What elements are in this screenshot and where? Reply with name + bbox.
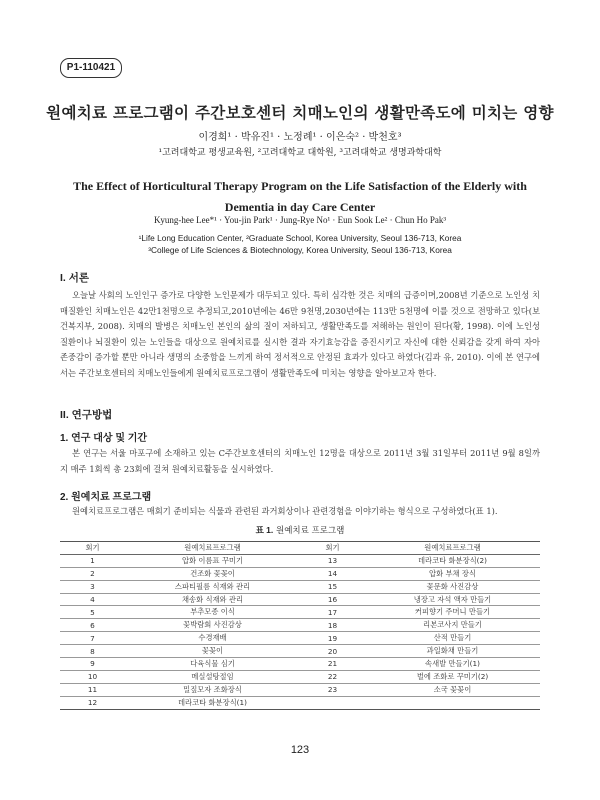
- cell-session-left: 5: [60, 606, 125, 619]
- cell-session-left: 9: [60, 658, 125, 671]
- section-heading-methods: II. 연구방법: [60, 409, 113, 421]
- cell-session-right: 19: [300, 632, 365, 645]
- cell-program-left: 다육식물 심기: [125, 658, 300, 671]
- korean-title: 원예치료 프로그램이 주간보호센터 치매노인의 생활만족도에 미치는 영향: [46, 103, 554, 122]
- cell-session-left: 12: [60, 696, 125, 709]
- table-caption-text: 원예치료 프로그램: [275, 526, 345, 536]
- english-affiliations: [0, 232, 600, 256]
- cell-session-left: 1: [60, 554, 125, 567]
- english-title: [60, 176, 540, 218]
- cell-session-left: 7: [60, 632, 125, 645]
- korean-authors: 이경희¹ · 박유진¹ · 노정례¹ · 이은숙² · 박천호³: [198, 132, 402, 143]
- cell-session-left: 10: [60, 670, 125, 683]
- table-row: [60, 670, 540, 683]
- cell-program-right: 커피향기 주머니 만들기: [365, 606, 540, 619]
- header-session-left: 회기: [60, 542, 125, 555]
- cell-session-left: 3: [60, 580, 125, 593]
- english-title-line-2: Dementia in day Care Center: [224, 200, 376, 214]
- cell-session-left: 8: [60, 645, 125, 658]
- table-caption: [0, 524, 600, 536]
- table-row: [60, 645, 540, 658]
- table-row: [60, 658, 540, 671]
- cell-program-left: 건조화 꽃꽂이: [125, 567, 300, 580]
- cell-program-left: 꽃박람회 사진감상: [125, 619, 300, 632]
- table-row: [60, 696, 540, 709]
- cell-program-right: 산적 만들기: [365, 632, 540, 645]
- table-row: [60, 619, 540, 632]
- table-caption-label: 표 1.: [255, 525, 274, 535]
- english-authors: Kyung-hee Lee*¹ · You-jin Park¹ · Jung-Rye No¹ · Eun Sook Le² · Chun Ho Pak³: [153, 215, 447, 225]
- cell-program-left: 부추모종 이식: [125, 606, 300, 619]
- table-row: [60, 683, 540, 696]
- cell-session-left: 6: [60, 619, 125, 632]
- table-row: [60, 567, 540, 580]
- header-session-right: 회기: [300, 542, 365, 555]
- introduction-paragraph: 오늘날 사회의 노인인구 증가로 다양한 노인문제가 대두되고 있다. 특히 심각한 것은 치매의 급증이며,2008년 기준으로 노인성 치매질환인 치매노인은 42만1천명으로 추정되고,2010년에는 46만 9천명,2030년에는 113만 5천명에 이를 것으로 전망하고 있다(보건복지부, 2008). 치매의 발병은 치매노인 본인의 삶의 질이 저하되고, 생활만족도를 저해하는 원인이 된다(황, 1998). 이에 노인성 질환이나 뇌질환이 있는 노인들을 대상으로 원예치료를 실시한 결과 자기효능감을 증진시키고 자신에 대한 신뢰감을 갖게 하여 자아존중감이 증가할 뿐만 아니라 생명의 소중함을 느끼게 하여 정서적으로 안정된 효과가 있다고 하였다(김과 유, 2010). 이에 본 연구에서는 주간보호센터의 치매노인들에게 원예치료프로그램이 생활만족도에 미치는 영향을 알아보고자 한다.: [60, 290, 540, 378]
- section-heading-introduction: I. 서론: [60, 272, 90, 284]
- english-affiliation-1: ¹Life Long Education Center, ²Graduate School, Korea University, Seoul 136-713, Korea: [138, 233, 462, 243]
- korean-affiliations: ¹고려대학교 평생교육원, ²고려대학교 대학원, ³고려대학교 생명과학대학: [158, 148, 442, 158]
- header-program-right: 원예치료프로그램: [365, 542, 540, 555]
- cell-program-left: 밀짚모자 조화장식: [125, 683, 300, 696]
- cell-program-left: 꽃꽂이: [125, 645, 300, 658]
- cell-session-left: 2: [60, 567, 125, 580]
- table-row: [60, 593, 540, 606]
- cell-program-left: 데라코타 화분장식(1): [125, 696, 300, 709]
- cell-session-right: [300, 696, 365, 709]
- paper-id-badge: P1-110421: [60, 58, 122, 78]
- cell-program-right: 벌에 조화로 꾸미기(2): [365, 670, 540, 683]
- table-header-row: [60, 542, 540, 555]
- english-affiliation-2: ³College of Life Sciences & Biotechnology, Korea University, Seoul 136-713, Korea: [148, 245, 452, 255]
- cell-program-right: 속새발 만들기(1): [365, 658, 540, 671]
- subsection-heading-program: 2. 원예치료 프로그램: [60, 492, 152, 503]
- table-row: [60, 606, 540, 619]
- cell-program-left: 수경재배: [125, 632, 300, 645]
- cell-program-right: [365, 696, 540, 709]
- cell-program-right: 냉장고 자석 액자 만들기: [365, 593, 540, 606]
- subsection-heading-subjects: 1. 연구 대상 및 기간: [60, 433, 148, 444]
- cell-program-right: 꽃문화 사진감상: [365, 580, 540, 593]
- cell-session-right: 21: [300, 658, 365, 671]
- cell-session-right: 15: [300, 580, 365, 593]
- cell-program-left: 스파티필름 식재와 관리: [125, 580, 300, 593]
- program-paragraph: 원예치료프로그램은 매회기 준비되는 식물과 관련된 과거회상이나 관련경험을 이야기하는 형식으로 구성하였다(표 1).: [72, 506, 498, 516]
- cell-session-right: 23: [300, 683, 365, 696]
- table-row: [60, 580, 540, 593]
- cell-session-right: 17: [300, 606, 365, 619]
- page-number: 123: [290, 744, 310, 756]
- program-table: [60, 541, 540, 710]
- table-body: [60, 554, 540, 709]
- subjects-paragraph: 본 연구는 서울 마포구에 소재하고 있는 C주간보호센터의 치매노인 12명을 대상으로 2011년 3월 31일부터 2011년 9월 8일까지 매주 1회씩 총 23회에 걸쳐 원예치료활동을 실시하였다.: [60, 448, 540, 474]
- cell-session-right: 22: [300, 670, 365, 683]
- cell-session-left: 11: [60, 683, 125, 696]
- cell-session-left: 4: [60, 593, 125, 606]
- english-title-line-1: The Effect of Horticultural Therapy Program on the Life Satisfaction of the Elderly with: [73, 179, 527, 193]
- cell-session-right: 18: [300, 619, 365, 632]
- cell-session-right: 16: [300, 593, 365, 606]
- cell-program-right: 과일화채 만들기: [365, 645, 540, 658]
- table-row: [60, 554, 540, 567]
- cell-session-right: 20: [300, 645, 365, 658]
- cell-program-left: 압화 이름표 꾸미기: [125, 554, 300, 567]
- header-program-left: 원예치료프로그램: [125, 542, 300, 555]
- cell-program-right: 소국 꽃꽂이: [365, 683, 540, 696]
- table-row: [60, 632, 540, 645]
- cell-session-right: 13: [300, 554, 365, 567]
- cell-session-right: 14: [300, 567, 365, 580]
- cell-program-left: 메실설탕절임: [125, 670, 300, 683]
- cell-program-right: 압화 부채 장식: [365, 567, 540, 580]
- cell-program-left: 채송화 식재와 관리: [125, 593, 300, 606]
- cell-program-right: 리본코사지 만들기: [365, 619, 540, 632]
- cell-program-right: 데라코타 화분장식(2): [365, 554, 540, 567]
